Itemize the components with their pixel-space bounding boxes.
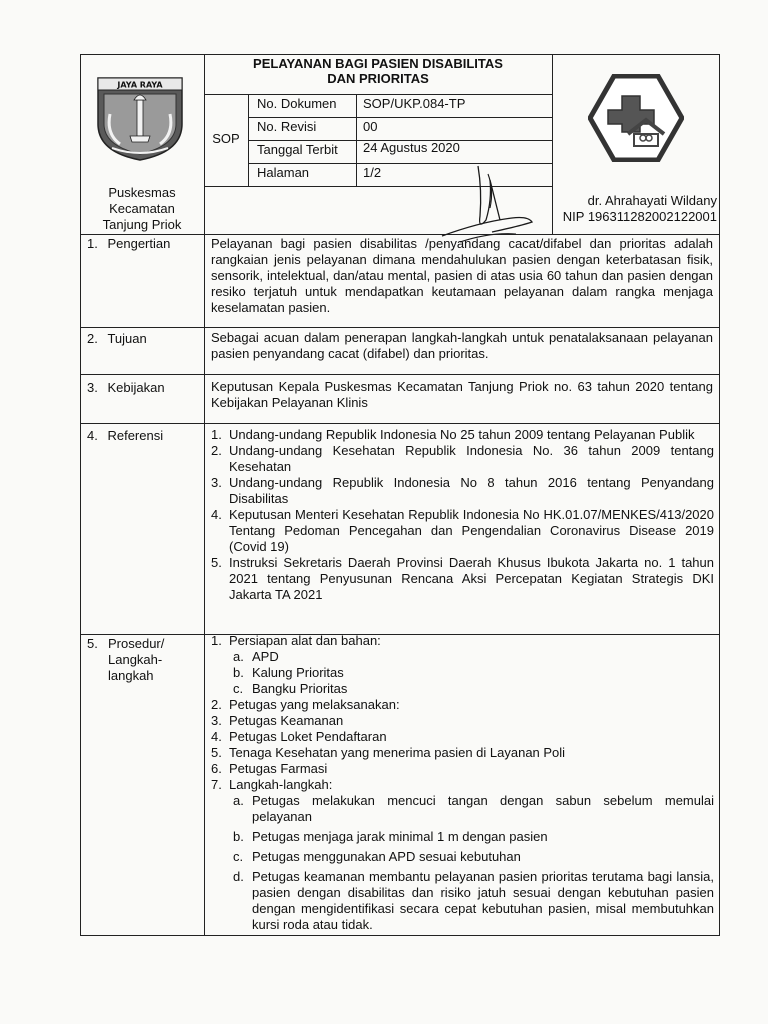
issue-date-value: 24 Agustus 2020 [363,140,460,155]
logo-banner: JAYA RAYA [117,80,163,90]
sub-list-item: c. Bangku Prioritas [233,681,348,696]
jakarta-coat-of-arms-icon [92,74,188,162]
org-line-2: Kecamatan [109,201,175,216]
sub-list-item: b. Petugas menjaga jarak minimal 1 m dengan pasien [233,829,548,844]
section-1-text: Pelayanan bagi pasien disabilitas /penyandang cacat/difabel dan prioritas adalah rangkaian jenis pelayanan dimana mendahulukan pasien dengan keterbatasan fisik, sensorik, intelektual, dan/atau mental, pasien di atas usia 60 tahun dan pasien dengan resiko terjatuh untuk mendapatkan keutamaan pelayanan dalam rangka menjaga keselamatan pasien. [211,236,713,315]
row-line [248,117,552,118]
section-line [80,374,720,375]
row-line [204,94,552,95]
document-title [204,56,552,86]
section-label: Kebijakan [107,380,165,395]
section-label: Pengertian [107,236,171,251]
section-4-heading [87,428,163,444]
section-label: Prosedur/ Langkah- langkah [108,636,165,683]
list-item: 3. Petugas Keamanan [211,713,344,728]
list-item: 6. Petugas Farmasi [211,761,328,776]
section-line [80,327,720,328]
list-item: 4. Petugas Loket Pendaftaran [211,729,387,744]
list-item: 2. Petugas yang melaksanakan: [211,697,400,712]
section-2-text: Sebagai acuan dalam penerapan langkah-langkah untuk penatalaksanaan pelayanan pasien penyandang cacat (difabel) dan prioritas. [211,330,713,361]
section-number: 4. [87,428,98,443]
section-label: Tujuan [107,331,147,346]
page-label: Halaman [257,165,310,180]
section-label: Referensi [107,428,164,443]
title-line-2: DAN PRIORITAS [327,71,429,86]
org-line-1: Puskesmas [108,185,176,200]
section-number: 1. [87,236,98,251]
list-item: 1. Persiapan alat dan bahan: [211,633,381,648]
section-1-heading [87,236,170,252]
sop-label: SOP [212,131,240,146]
signer-block [552,193,720,225]
list-item: 5. Instruksi Sekretaris Daerah Provinsi Daerah Khusus Ibukota Jakarta no. 1 tahun 2021 tentang Penyusunan Rencana Aksi Percepatan Kegiatan Strategis DKI Jakarta TA 2021 [211,555,714,602]
sub-list-item: c. Petugas menggunakan APD sesuai kebutuhan [233,849,521,864]
page-value: 1/2 [363,165,382,180]
section-number: 2. [87,331,98,346]
organization-name [80,185,204,233]
org-line-3: Tanjung Priok [102,217,182,232]
section-3-heading [87,380,165,396]
section-5-heading [87,636,165,683]
section-line [80,423,720,424]
signer-nip: NIP 196311282002122001 [562,209,717,224]
issue-date-label: Tanggal Terbit [257,142,338,157]
reference-list [206,427,714,603]
list-item: 5. Tenaga Kesehatan yang menerima pasien di Layanan Poli [211,745,566,760]
row-line [80,234,720,235]
list-item: 1. Undang-undang Republik Indonesia No 25 tahun 2009 tentang Pelayanan Publik [211,427,695,442]
puskesmas-logo-icon [588,74,684,162]
sub-list-item: a. Petugas melakukan mencuci tangan dengan sabun sebelum memulai pelayanan [233,793,714,824]
list-item: 4. Keputusan Menteri Kesehatan Republik Indonesia No HK.01.07/MENKES/413/2020 Tentang Pedoman Pencegahan dan Pengendalian Coronavirus Disease 2019 (Covid 19) [211,507,714,554]
section-3-text: Keputusan Kepala Puskesmas Kecamatan Tanjung Priok no. 63 tahun 2020 tentang Kebijakan Pelayanan Klinis [211,379,713,410]
sub-list-item: a. APD [233,649,279,664]
procedure-list [206,633,714,933]
section-number: 3. [87,380,98,395]
title-line-1: PELAYANAN BAGI PASIEN DISABILITAS [253,56,503,71]
revision-label: No. Revisi [257,119,317,134]
list-item: 7. Langkah-langkah: [211,777,333,792]
doc-number-label: No. Dokumen [257,96,337,111]
section-number: 5. [87,636,98,651]
doc-number-value: SOP/UKP.084-TP [363,96,466,111]
sub-list-item: b. Kalung Prioritas [233,665,344,680]
list-item: 2. Undang-undang Kesehatan Republik Indonesia No. 36 tahun 2009 tentang Kesehatan [211,443,714,474]
revision-value: 00 [363,119,378,134]
list-item: 3. Undang-undang Republik Indonesia No 8 tahun 2016 tentang Penyandang Disabilitas [211,475,714,506]
signer-name: dr. Ahrahayati Wildany [587,193,717,208]
section-2-heading [87,331,147,347]
sub-list-item: d. Petugas keamanan membantu pelayanan pasien prioritas terutama bagi lansia, pasien dengan disabilitas dan risiko jatuh sesuai dengan kebutuhan pasien dengan mengidentifikasi secara cepat kebutuhan pasien, misal membutuhkan kursi roda atau tidak. [233,869,714,932]
